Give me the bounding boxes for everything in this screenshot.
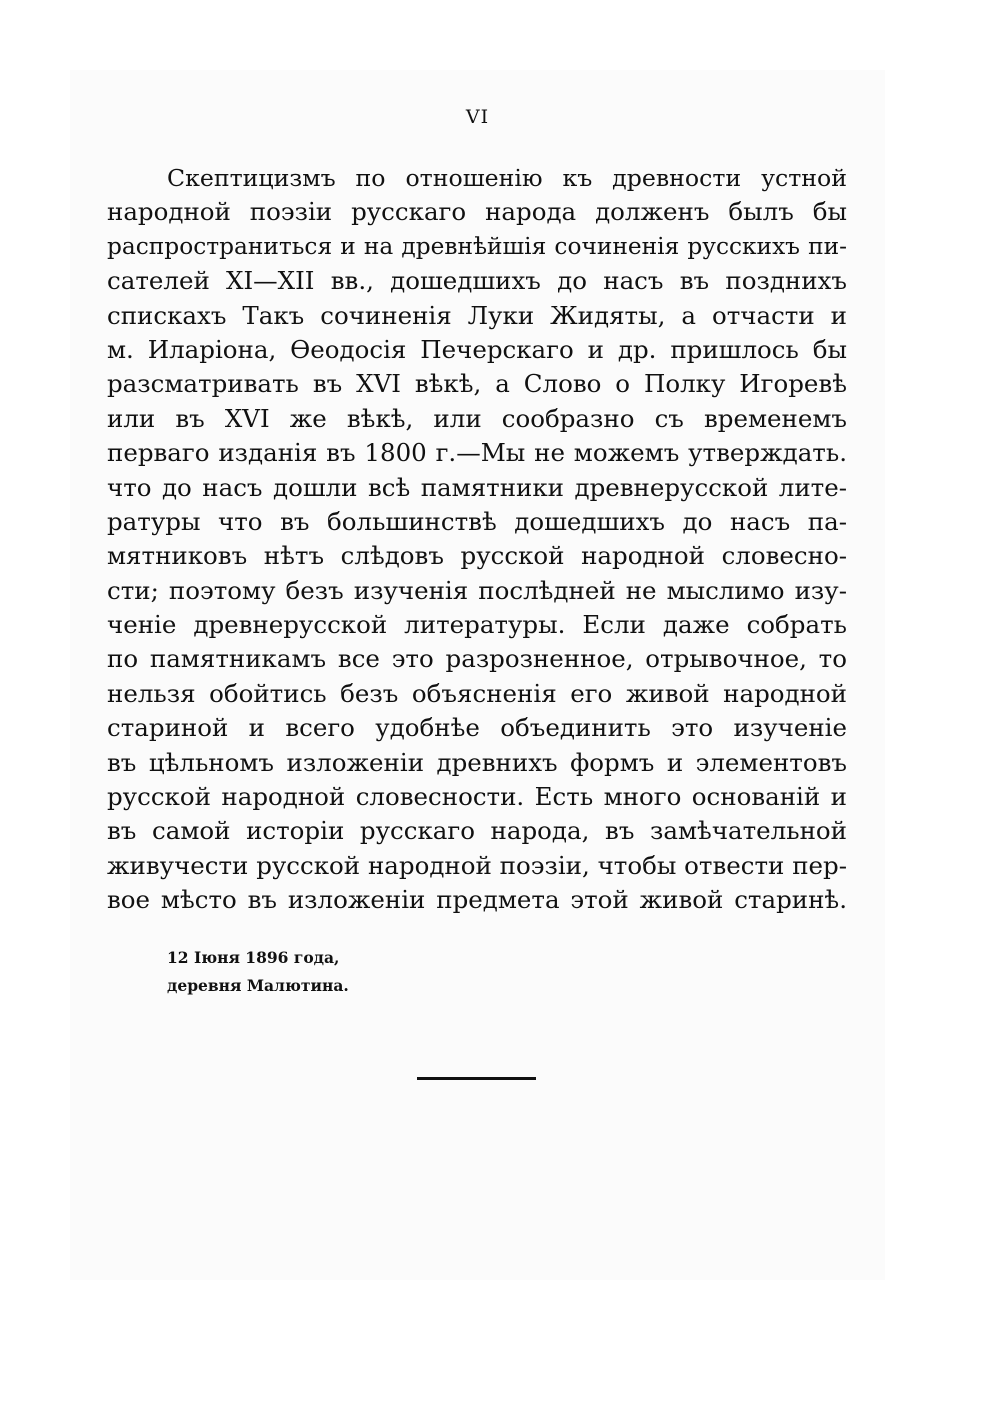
text-line: въ самой исторіи русскаго народа, въ замѣчательной — [107, 816, 847, 846]
signature-date: 12 Іюня 1896 года, — [167, 948, 340, 967]
text-line: народной поэзіи русскаго народа долженъ былъ бы — [107, 197, 847, 227]
text-line: ченіе древнерусской литературы. Если даже собрать — [107, 610, 847, 640]
text-line: перваго изданія въ 1800 г.—Мы не можемъ утверждать. — [107, 438, 847, 468]
page-number: VI — [465, 106, 490, 128]
text-line: сателей XI—XII вв., дошедшихъ до насъ въ позднихъ — [107, 266, 847, 296]
text-line: распространиться и на древнѣйшія сочиненія русскихъ пи- — [107, 232, 847, 260]
text-line: Скептицизмъ по отношенію къ древности устной — [167, 164, 847, 192]
text-line: разсматривать въ XVI вѣкѣ, а Слово о Полку Игоревѣ — [107, 369, 847, 399]
text-line: стариной и всего удобнѣе объединить это изученіе — [107, 713, 847, 743]
text-line: русской народной словесности. Есть много основаній и — [107, 782, 847, 812]
text-line: спискахъ Такъ сочиненія Луки Жидяты, а отчасти и — [107, 300, 847, 330]
signature-place: деревня Малютина. — [167, 976, 349, 995]
text-line: сти; поэтому безъ изученія послѣдней не мыслимо изу- — [107, 575, 847, 605]
text-line: по памятникамъ все это разрозненное, отрывочное, то — [107, 644, 847, 674]
text-line: нельзя обойтись безъ объясненія его живой народной — [107, 678, 847, 708]
text-line: вое мѣсто въ изложеніи предмета этой живой старинѣ. — [107, 885, 847, 915]
text-line: что до насъ дошли всѣ памятники древнерусской лите- — [107, 472, 847, 502]
text-line: живучести русской народной поэзіи, чтобы отвести пер- — [107, 850, 847, 880]
text-line: м. Иларіона, Ѳеодосія Печерскаго и др. пришлось бы — [107, 334, 847, 364]
text-line: мятниковъ нѣтъ слѣдовъ русской народной словесно- — [107, 541, 847, 571]
text-line: въ цѣльномъ изложеніи древнихъ формъ и элементовъ — [107, 747, 847, 777]
text-line: или въ XVI же вѣкѣ, или сообразно съ временемъ — [107, 403, 847, 433]
section-divider — [417, 1077, 536, 1080]
text-line: ратуры что въ большинствѣ дошедшихъ до насъ па- — [107, 506, 847, 536]
signature-block — [167, 944, 349, 1000]
paragraph — [107, 161, 847, 918]
